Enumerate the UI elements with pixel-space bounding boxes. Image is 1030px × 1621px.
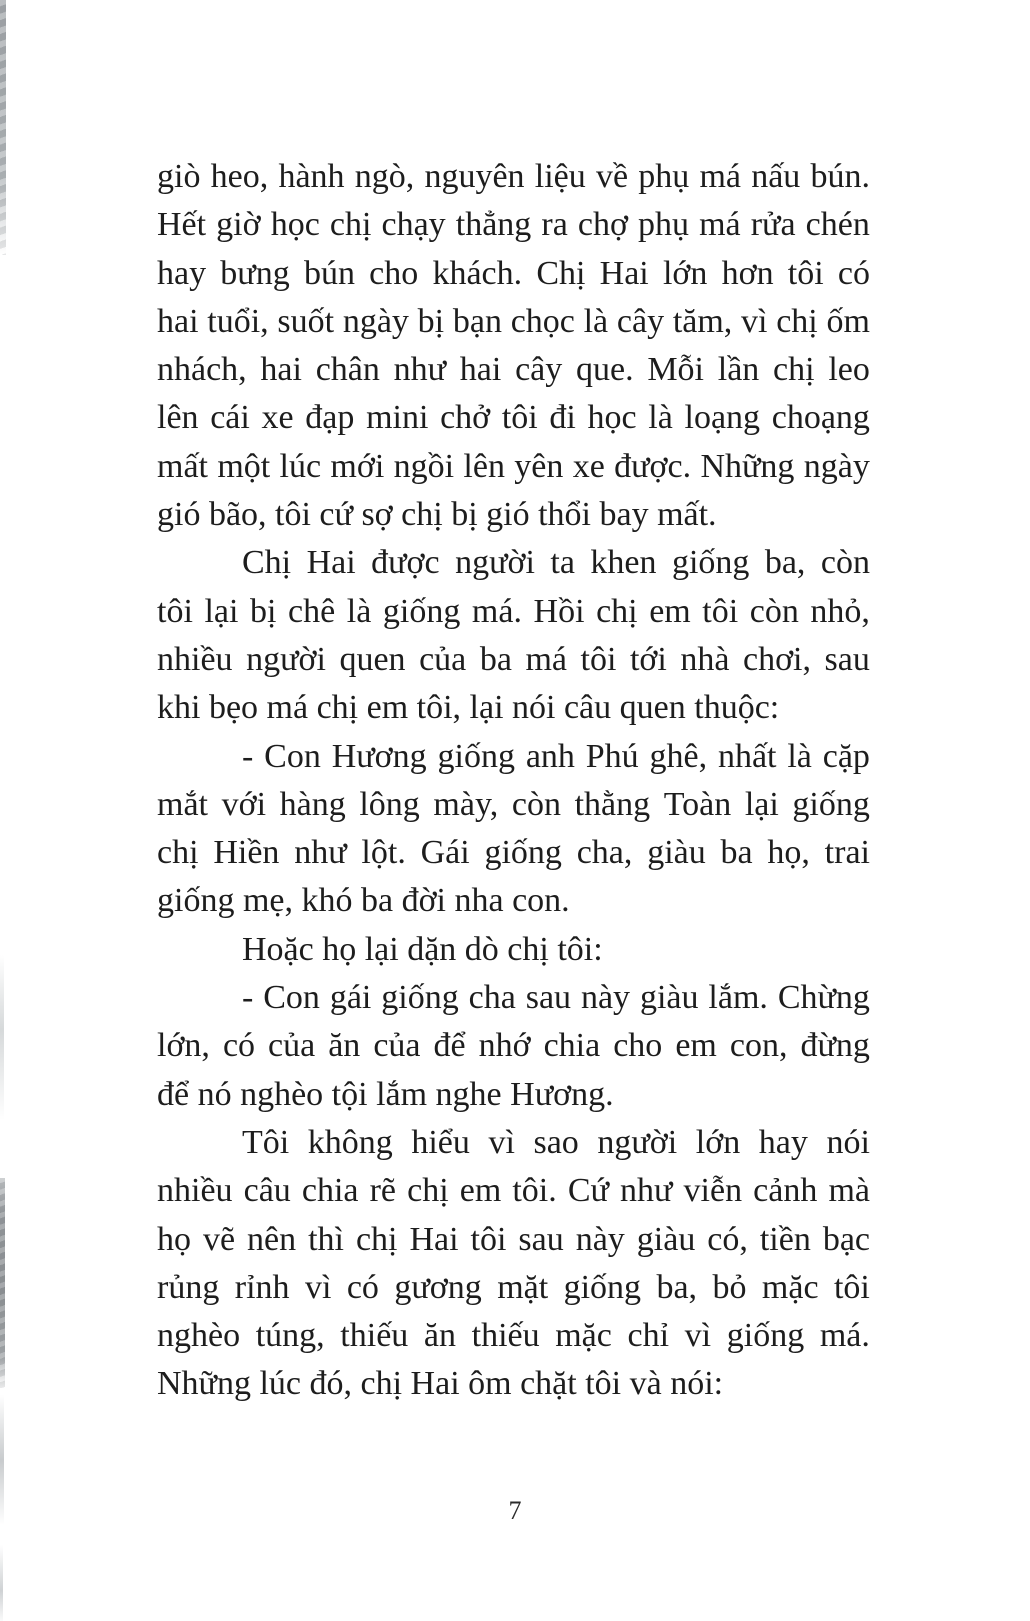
text-line: mắt với hàng lông mày, còn thằng Toàn lại giống (157, 785, 870, 823)
text-line: giò heo, hành ngò, nguyên liệu về phụ má nấu bún. (157, 158, 870, 195)
page-text (157, 153, 870, 1409)
text-line: tôi lại bị chê là giống má. Hồi chị em tôi còn nhỏ, (157, 592, 870, 630)
text-line: để nó nghèo tội lắm nghe Hương. (157, 1075, 614, 1113)
text-line: nhách, hai chân như hai cây que. Mỗi lần chị leo (157, 351, 870, 389)
text-line: chị Hiền như lột. Gái giống cha, giàu ba họ, trai (157, 834, 870, 872)
page-number: 7 (508, 1496, 522, 1525)
text-line: nhiều người quen của ba má tôi tới nhà chơi, sau (157, 640, 870, 678)
scan-smudge (0, 955, 4, 1120)
text-line: Những lúc đó, chị Hai ôm chặt tôi và nói: (157, 1365, 724, 1403)
scan-smudge (0, 0, 6, 255)
text-line: lớn, có của ăn của để nhớ chia cho em con, đừng (157, 1027, 870, 1065)
text-line: gió bão, tôi cứ sợ chị bị gió thổi bay mất. (157, 496, 717, 534)
text-line: Hết giờ học chị chạy thẳng ra chợ phụ má rửa chén (157, 206, 870, 244)
text-line: - Con Hương giống anh Phú ghê, nhất là cặp (242, 737, 870, 775)
text-line: hay bưng bún cho khách. Chị Hai lớn hơn tôi có (157, 254, 870, 292)
text-line: nhiều câu chia rẽ chị em tôi. Cứ như viễn cảnh mà (157, 1172, 870, 1210)
text-line: Hoặc họ lại dặn dò chị tôi: (242, 930, 603, 968)
text-line: - Con gái giống cha sau này giàu lắm. Chừng (242, 979, 870, 1017)
scan-smudge (0, 1178, 5, 1388)
text-line: lên cái xe đạp mini chở tôi đi học là loạng choạng (157, 399, 870, 437)
text-line: Tôi không hiểu vì sao người lớn hay nói (242, 1123, 870, 1161)
text-line: rủng rỉnh vì có gương mặt giống ba, bỏ mặc tôi (157, 1268, 870, 1306)
scan-smudge (0, 1545, 3, 1621)
text-line: Chị Hai được người ta khen giống ba, còn (242, 544, 870, 582)
scan-edge-artifact (0, 0, 10, 1621)
text-line: nghèo túng, thiếu ăn thiếu mặc chỉ vì giống má. (157, 1317, 870, 1355)
text-line: mất một lúc mới ngồi lên yên xe được. Những ngày (157, 447, 870, 485)
text-line: họ vẽ nên thì chị Hai tôi sau này giàu có, tiền bạc (157, 1220, 870, 1258)
text-line: hai tuổi, suốt ngày bị bạn chọc là cây tăm, vì chị ốm (157, 302, 870, 340)
text-line: giống mẹ, khó ba đời nha con. (157, 882, 570, 920)
text-line: khi bẹo má chị em tôi, lại nói câu quen thuộc: (157, 689, 780, 727)
